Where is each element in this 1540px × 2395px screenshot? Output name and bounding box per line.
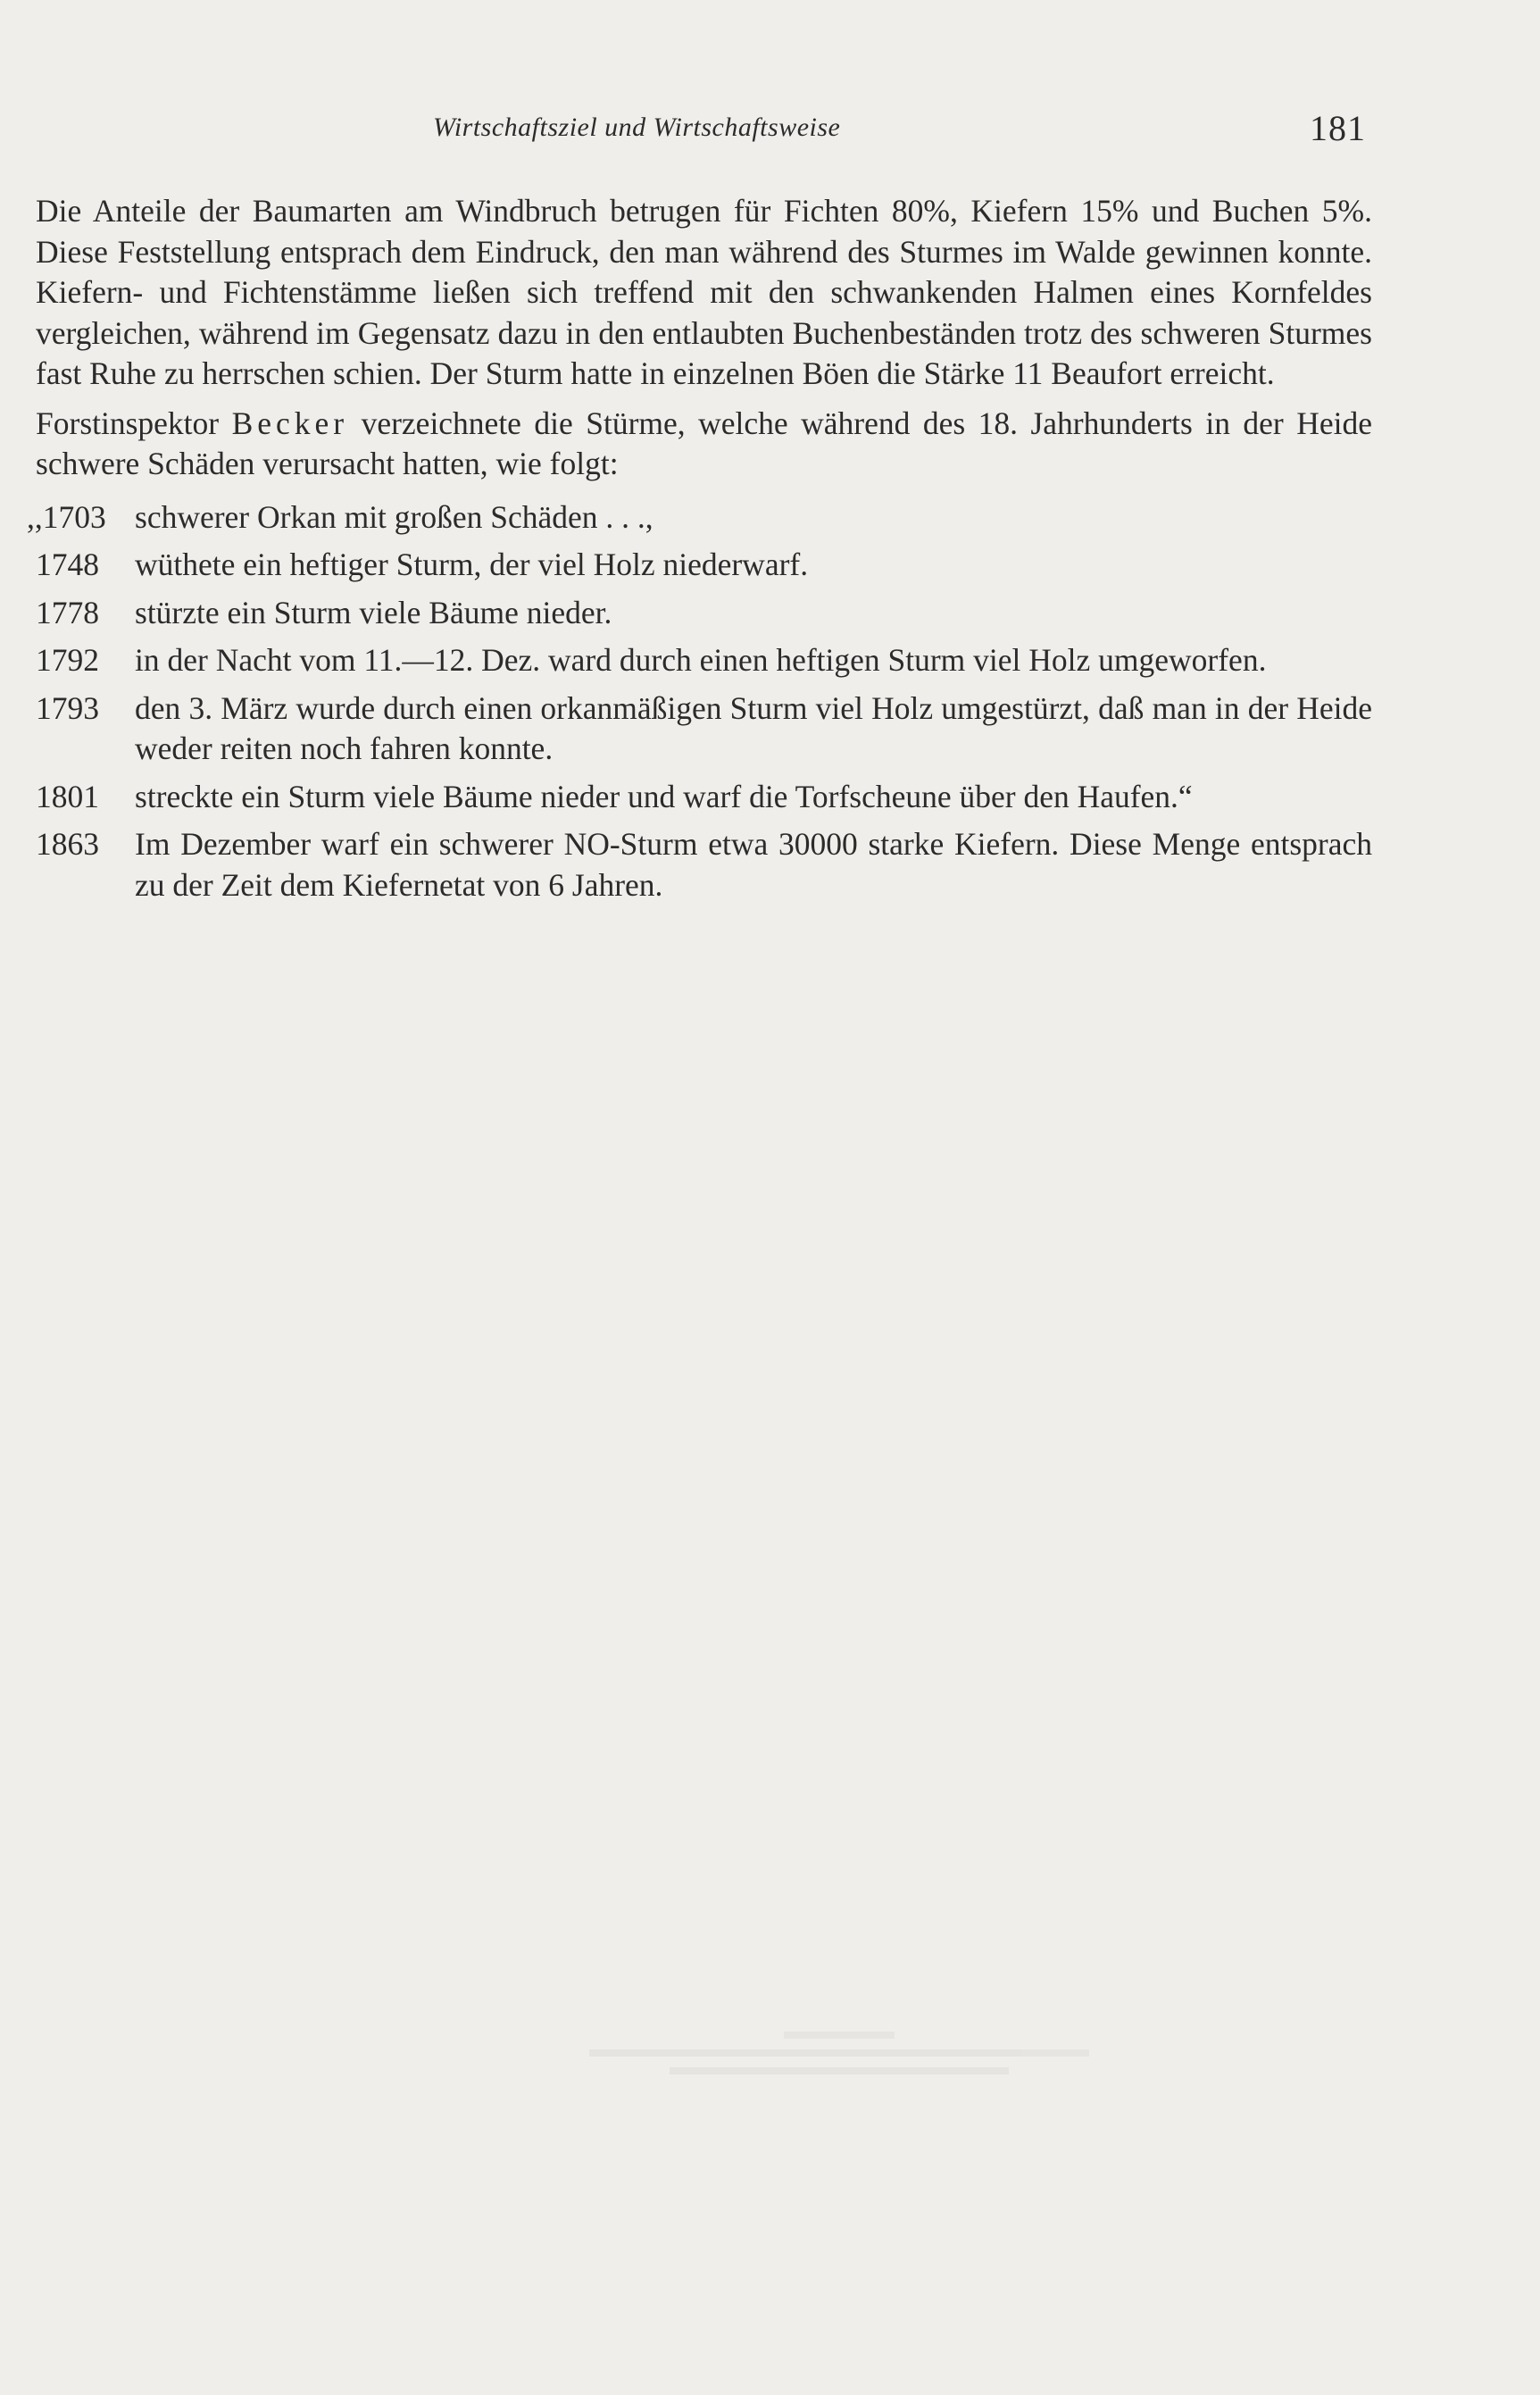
list-item: [27, 497, 1372, 538]
list-item: [36, 593, 1372, 634]
paragraph-becker-after: verzeichnete die Stürme, welche während des 18. Jahrhunderts in der Heide schwere Schäden verursacht hatten, wie folgt:: [36, 405, 1372, 481]
list-item: [36, 545, 1372, 586]
list-item: [36, 824, 1372, 905]
storm-chronicle-list: [27, 497, 1372, 906]
entry-year: 1748: [36, 547, 99, 582]
entry-text: streckte ein Sturm viele Bäume nieder und warf die Torfscheune über den Haufen.“: [135, 778, 1193, 814]
list-item: [36, 640, 1372, 681]
paragraph-windbruch: Die Anteile der Baumarten am Windbruch betrugen für Fichten 80%, Kiefern 15% und Buchen 5%. Diese Feststellung entsprach dem Eindruck, den man während des Sturmes im Walde gewinnen konnte. Kiefern- und Fichtenstämme ließen sich treffend mit den schwankenden Halmen eines Kornfeldes vergleichen, während im Gegensatz dazu in den entlaubten Buchenbeständen trotz des schweren Sturmes fast Ruhe zu herrschen schien. Der Sturm hatte in einzelnen Böen die Stärke 11 Beaufort erreicht.: [36, 193, 1372, 391]
paragraph-becker-before: Forstinspektor: [36, 405, 232, 441]
entry-text: schwerer Orkan mit großen Schäden . . .,: [135, 498, 653, 535]
bleed-through-shadow: [589, 2032, 1089, 2094]
entry-text: in der Nacht vom 11.—12. Dez. ward durch einen heftigen Sturm viel Holz umgeworfen.: [135, 642, 1267, 678]
entry-text: stürzte ein Sturm viele Bäume nieder.: [135, 594, 612, 630]
entry-text: den 3. März wurde durch einen orkanmäßigen Sturm viel Holz umgestürzt, daß man in der Heide weder reiten noch fahren konnte.: [135, 689, 1372, 766]
entry-year: 1801: [36, 778, 99, 814]
list-item: [36, 688, 1372, 770]
entry-year: 1792: [36, 642, 99, 678]
running-head: [0, 108, 1540, 157]
entry-text: Im Dezember warf ein schwerer NO-Sturm etwa 30000 starke Kiefern. Diese Menge entsprach zu der Zeit dem Kiefernetat von 6 Jahren.: [135, 826, 1372, 903]
entry-text: wüthete ein heftiger Sturm, der viel Holz niederwarf.: [135, 547, 809, 582]
page-number: 181: [1310, 108, 1366, 148]
paragraph-becker: [36, 404, 1372, 485]
author-name-becker: Becker: [231, 405, 349, 441]
entry-year: 1778: [36, 594, 99, 630]
running-title: Wirtschaftsziel und Wirtschaftsweise: [433, 113, 841, 142]
list-item: [36, 777, 1372, 818]
entry-year: ,,1703: [27, 498, 106, 535]
body-text: [27, 191, 1372, 913]
entry-year: 1863: [36, 826, 99, 862]
entry-year: 1793: [36, 689, 99, 726]
